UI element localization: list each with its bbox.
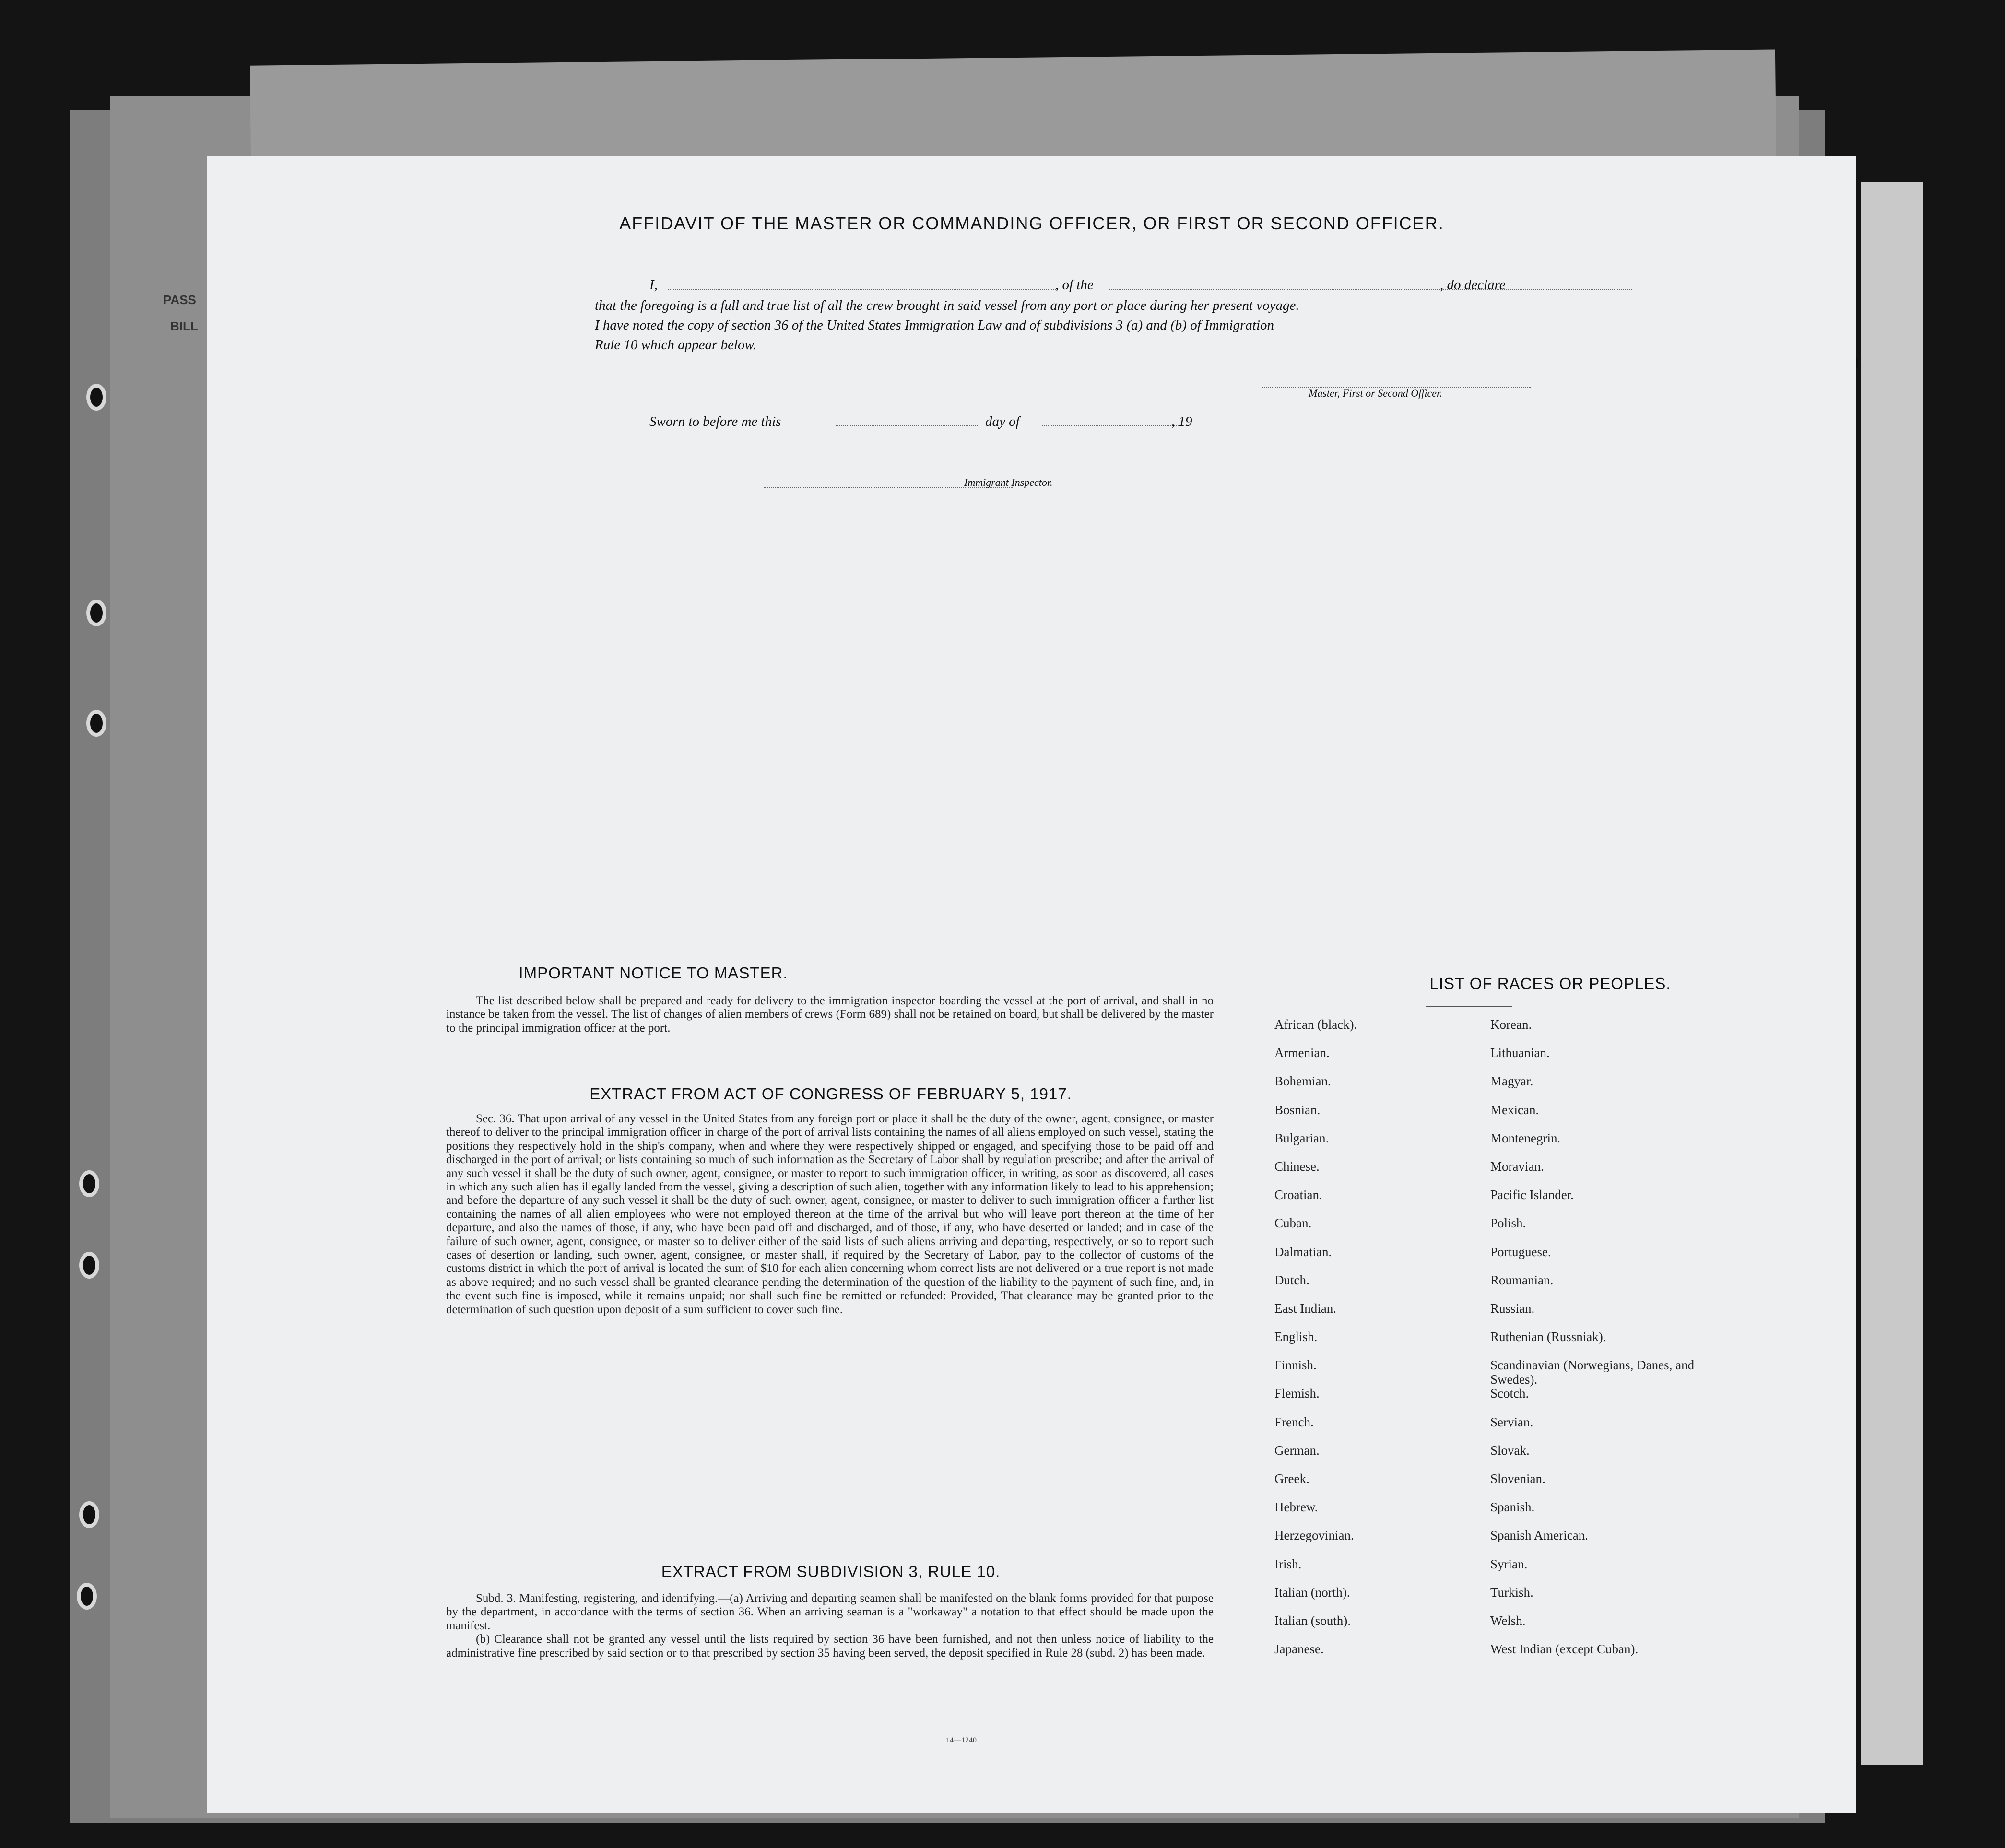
- extract-rule-text: [446, 1592, 1214, 1660]
- race-item: Lithuanian.: [1490, 1046, 1550, 1060]
- notice-text: [446, 994, 1214, 1035]
- race-item: Finnish.: [1274, 1358, 1317, 1373]
- sworn-label: Sworn to before me this: [649, 414, 781, 429]
- affidavit-line-3: I have noted the copy of section 36 of the United States Immigration Law and of subdivisions 3 (a) and (b) of Immigration: [595, 318, 1274, 333]
- punch-hole: [86, 710, 106, 737]
- race-item: German.: [1274, 1443, 1320, 1458]
- race-item: Greek.: [1274, 1471, 1309, 1486]
- race-item: Slovak.: [1490, 1443, 1530, 1458]
- punch-hole: [79, 1501, 99, 1528]
- race-item: Spanish.: [1490, 1500, 1535, 1515]
- race-item: Welsh.: [1490, 1613, 1526, 1628]
- affidavit-title: AFFIDAVIT OF THE MASTER OR COMMANDING OFFICER, OR FIRST OR SECOND OFFICER.: [619, 213, 1444, 233]
- punch-hole: [86, 600, 106, 626]
- race-item: West Indian (except Cuban).: [1490, 1642, 1639, 1657]
- extract-rule-heading: EXTRACT FROM SUBDIVISION 3, RULE 10.: [661, 1563, 1001, 1580]
- race-item: Dutch.: [1274, 1272, 1309, 1287]
- race-item: Syrian.: [1490, 1556, 1528, 1571]
- race-item: Magyar.: [1490, 1074, 1533, 1089]
- race-item: English.: [1274, 1330, 1318, 1344]
- race-item: Scotch.: [1490, 1386, 1529, 1401]
- race-item: African (black).: [1274, 1017, 1357, 1032]
- race-item: Spanish American.: [1490, 1528, 1588, 1543]
- race-item: Russian.: [1490, 1301, 1535, 1316]
- race-item: Polish.: [1490, 1216, 1526, 1231]
- race-item: East Indian.: [1274, 1301, 1336, 1316]
- race-item: Dalmatian.: [1274, 1244, 1332, 1259]
- affidavit-line-2: that the foregoing is a full and true list of all the crew brought in said vessel from any port or place during her present voyage.: [595, 298, 1299, 313]
- race-item: Mexican.: [1490, 1102, 1539, 1117]
- race-item: Pacific Islander.: [1490, 1188, 1574, 1202]
- affidavit-i: I,: [649, 277, 658, 293]
- form-number: 14—1240: [946, 1736, 977, 1744]
- races-heading: LIST OF RACES OR PEOPLES.: [1429, 975, 1671, 992]
- race-item: Moravian.: [1490, 1159, 1544, 1174]
- race-item: Chinese.: [1274, 1159, 1320, 1174]
- race-item: Cuban.: [1274, 1216, 1312, 1231]
- margin-mark: PASS: [163, 293, 196, 307]
- name-blank: [668, 289, 1056, 290]
- extract-act-heading: EXTRACT FROM ACT OF CONGRESS OF FEBRUARY 5, 1917.: [590, 1085, 1072, 1103]
- margin-mark: BILL: [170, 319, 198, 333]
- races-right-column: [1490, 1017, 1711, 1670]
- race-item: Japanese.: [1274, 1642, 1324, 1657]
- sworn-month-blank: [1042, 425, 1181, 426]
- extract-rule-paragraph-a: Subd. 3. Manifesting, registering, and identifying.—(a) Arriving and departing seamen shall be manifested on the blank forms provided for that purpose by the department, in accordance with the terms of section 36. When an arriving seaman is a "workaway" a notation to that effect should be made upon the manifest.: [446, 1592, 1214, 1632]
- affidavit-line-4: Rule 10 which appear below.: [595, 337, 756, 353]
- race-item: Ruthenian (Russniak).: [1490, 1330, 1606, 1344]
- affidavit-declare: , do declare: [1440, 277, 1506, 293]
- race-item: Servian.: [1490, 1414, 1533, 1429]
- race-item: French.: [1274, 1414, 1314, 1429]
- race-item: Montenegrin.: [1490, 1130, 1561, 1145]
- punch-hole: [86, 384, 106, 411]
- race-item: Hebrew.: [1274, 1500, 1318, 1515]
- extract-act-paragraph: Sec. 36. That upon arrival of any vessel in the United States from any foreign port or place it shall be the duty of the owner, agent, consignee, or master thereof to deliver to the principal immigration officer in charge of the port of arrival lists containing the names of all aliens employed on such vessel, stating the positions they respectively hold in the ship's company, when and where they were respectively shipped or engaged, and specifying those to be paid off and discharged in the port of arrival; or lists containing so much of such information as the Secretary of Labor shall by regulation prescribe; and after the arrival of any such vessel it shall be the duty of such owner, agent, consignee, or master to report to such immigration officer, in writing, as soon as discovered, all cases in which any such alien has illegally landed from the vessel, giving a description of such alien, together with any information likely to lead to his apprehension; and before the departure of any such vessel it shall be the duty of such owner, agent, consignee, or master to deliver to such immigration officer a further list containing the names of all alien employees who were not employed thereon at the time of the arrival but who will leave port thereon at the time of her departure, and also the names of those, if any, who have been paid off and discharged, and of those, if any, who have deserted or landed; and in case of the failure of such owner, agent, consignee, or master so to deliver either of the said lists of such aliens arriving and departing, respectively, or so to report such cases of desertion or landing, such owner, agent, consignee, or master shall, if required by the Secretary of Labor, pay to the collector of customs of the customs district in which the port of arrival is located the sum of $10 for each alien concerning whom correct lists are not delivered or a true report is not made as above required; and no such vessel shall be granted clearance pending the determination of the question of the liability to the payment of such fine, and, in the event such fine is imposed, while it remains unpaid; nor shall such fine be remitted or refunded: Provided, That clearance may be granted prior to the determination of such question upon deposit of a sum sufficient to cover such fine.: [446, 1112, 1214, 1316]
- inspector-signature-label: Immigrant Inspector.: [964, 476, 1053, 488]
- punch-hole: [77, 1583, 97, 1610]
- race-item: Flemish.: [1274, 1386, 1320, 1401]
- races-heading-rule: [1426, 1006, 1512, 1007]
- race-item: Bosnian.: [1274, 1102, 1321, 1117]
- race-item: Turkish.: [1490, 1585, 1533, 1600]
- race-item: Armenian.: [1274, 1046, 1330, 1060]
- race-item: Bohemian.: [1274, 1074, 1331, 1089]
- race-item: Scandinavian (Norwegians, Danes, and Swedes).: [1490, 1358, 1695, 1387]
- race-item: Herzegovinian.: [1274, 1528, 1354, 1543]
- race-item: Roumanian.: [1490, 1272, 1554, 1287]
- extract-rule-paragraph-b: (b) Clearance shall not be granted any vessel until the lists required by section 36 have been furnished, and not then unless notice of liability to the administrative fine prescribed by said section or to that prescribed by section 35 having been served, the deposit specified in Rule 28 (subd. 2) has been made.: [446, 1633, 1214, 1660]
- race-item: Italian (south).: [1274, 1613, 1351, 1628]
- vessel-blank: [1109, 289, 1632, 290]
- year-label: , 19: [1171, 414, 1192, 429]
- race-item: Irish.: [1274, 1556, 1302, 1571]
- notice-paragraph: The list described below shall be prepared and ready for delivery to the immigration inspector boarding the vessel at the port of arrival, and shall in no instance be taken from the vessel. The list of changes of alien members of crews (Form 689) shall not be retained on board, but shall be delivered by the master to the principal immigration officer at the port.: [446, 994, 1214, 1035]
- back-sheet-edge: [1861, 182, 1923, 1765]
- day-of-label: day of: [985, 414, 1020, 429]
- race-item: Slovenian.: [1490, 1471, 1545, 1486]
- affidavit-page: [207, 156, 1856, 1813]
- race-item: Korean.: [1490, 1017, 1532, 1032]
- extract-act-text: [446, 1112, 1214, 1317]
- race-item: Croatian.: [1274, 1188, 1322, 1202]
- master-signature-label: Master, First or Second Officer.: [1309, 387, 1442, 399]
- affidavit-of-the: , of the: [1055, 277, 1094, 293]
- punch-hole: [79, 1170, 99, 1197]
- notice-heading: IMPORTANT NOTICE TO MASTER.: [519, 964, 788, 982]
- race-item: Italian (north).: [1274, 1585, 1350, 1600]
- race-item: Portuguese.: [1490, 1244, 1551, 1259]
- race-item: Bulgarian.: [1274, 1130, 1329, 1145]
- punch-hole: [79, 1252, 99, 1279]
- races-left-column: [1274, 1017, 1476, 1670]
- sworn-day-blank: [836, 425, 979, 426]
